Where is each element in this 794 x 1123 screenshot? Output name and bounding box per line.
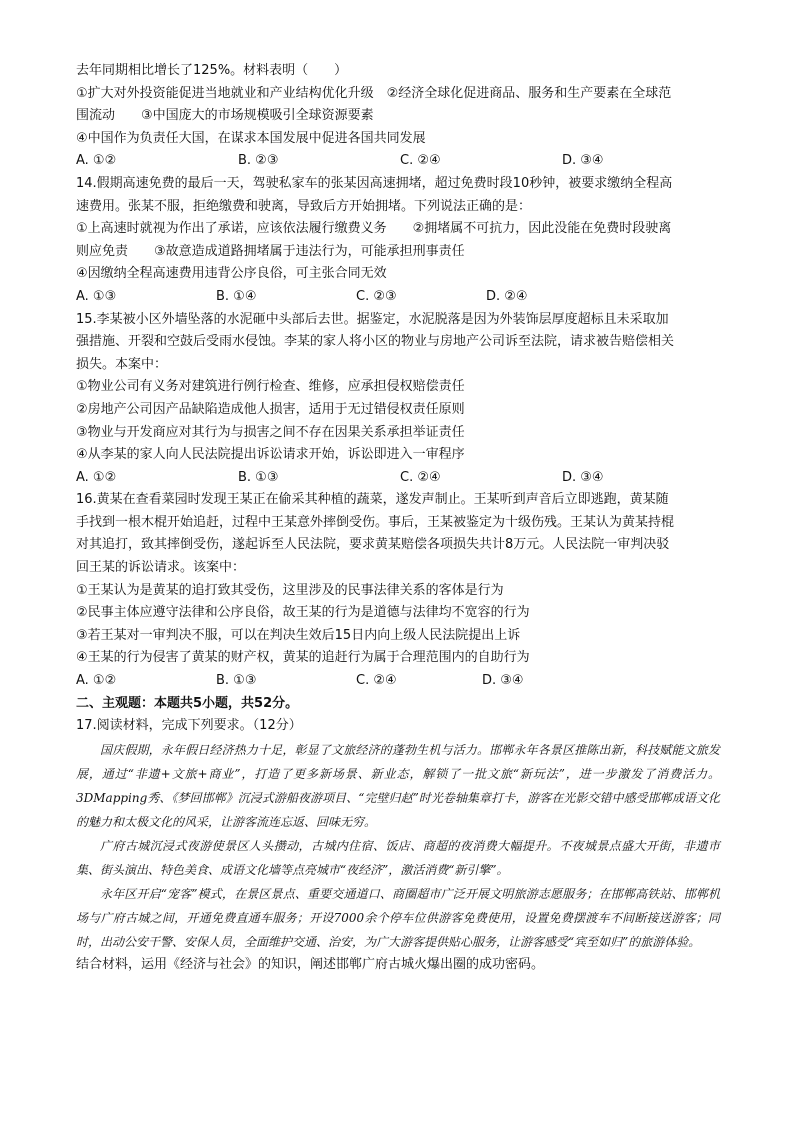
q14-options [76,286,720,309]
q16-statement-4: ④王某的行为侵害了黄某的财产权，黄某的追赶行为属于合理范围内的自助行为 [76,650,530,666]
q14-statement-2-3: 则应免责 ③故意造成道路拥堵属于违法行为，可能承担刑事责任 [76,243,465,259]
q16-stem-1: 16.黄某在查看菜园时发现王某正在偷采其种植的蔬菜，遂发声制止。王某听到声音后立即逃跑，黄某随 [76,492,669,508]
q16-option-d[interactable]: D. ③④ [482,673,524,689]
q14-stem-1: 14.假期高速免费的最后一天，驾驶私家车的张某因高速拥堵，超过免费时段10秒钟，被要求缴纳全程高 [76,175,673,191]
q15-options [76,467,720,490]
q15-statement-1: ①物业公司有义务对建筑进行例行检查、维修，应承担侵权赔偿责任 [76,379,465,395]
q16-statement-2: ②民事主体应遵守法律和公序良俗，故王某的行为是道德与法律均不宽容的行为 [76,605,530,621]
section-heading: 二、主观题：本题共5小题，共52分。 [76,695,299,711]
q14-option-b[interactable]: B. ①④ [216,288,257,304]
q16-option-b[interactable]: B. ①③ [216,673,257,689]
q14-option-a[interactable]: A. ①③ [76,288,117,304]
q13-option-d[interactable]: D. ③④ [562,153,604,169]
q13-tail: 去年同期相比增长了125%。材料表明（ ） [76,63,348,78]
q15-statement-4: ④从李某的家人向人民法院提出诉讼请求开始，诉讼即进入一审程序 [76,447,465,463]
q17-material-paragraph-2: 广府古城沉浸式夜游使景区人头攒动，古城内住宿、饭店、商超的夜消费大幅提升。不夜城景点盛大开街，非遗市集、街头演出、特色美食、成语文化墙等点亮城市“夜经济”，激活消费“新引擎”。 [76,838,720,877]
q16-statement-1: ①王某认为是黄某的追打致其受伤，这里涉及的民事法律关系的客体是行为 [76,582,504,598]
q17-material [76,738,720,954]
q13-options [76,150,720,173]
q16-options [76,670,720,693]
q17-material-paragraph-3: 永年区开启“宠客”模式，在景区景点、重要交通道口、商圈超市广泛开展文明旅游志愿服务；在邯郸高铁站、邯郸机场与广府古城之间，开通免费直通车服务；开设7000余个停车位供游客免费使用，设置免费摆渡车不间断接送游客；同时，出动公安干警、安保人员，全面维护交通、治安，为广大游客提供贴心服务，让游客感受“宾至如归”的旅游体验。 [76,886,720,949]
q15-stem-1: 15.李某被小区外墙坠落的水泥砸中头部后去世。据鉴定，水泥脱落是因为外装饰层厚度超标且未采取加 [76,311,669,327]
q13-option-b[interactable]: B. ②③ [238,153,279,169]
q14-statement-4: ④因缴纳全程高速费用违背公序良俗，可主张合同无效 [76,266,387,282]
q14-option-c[interactable]: C. ②③ [356,288,397,304]
q15-statement-2: ②房地产公司因产品缺陷造成他人损害，适用于无过错侵权责任原则 [76,401,465,417]
q13-option-c[interactable]: C. ②④ [400,153,441,169]
q13-statement-4: ④中国作为负责任大国，在谋求本国发展中促进各国共同发展 [76,130,426,146]
q16-statement-3: ③若王某对一审判决不服，可以在判决生效后15日内向上级人民法院提出上诉 [76,627,521,643]
q15-option-b[interactable]: B. ①③ [238,469,279,485]
q15-stem-2: 强措施、开裂和空鼓后受雨水侵蚀。李某的家人将小区的物业与房地产公司诉至法院，请求被告赔偿相关 [76,334,675,350]
q17-task: 结合材料，运用《经济与社会》的知识，阐述邯郸广府古城火爆出圈的成功密码。 [76,956,545,972]
q13-statement-2-3: 围流动 ③中国庞大的市场规模吸引全球资源要素 [76,108,374,124]
q15-statement-3: ③物业与开发商应对其行为与损害之间不存在因果关系承担举证责任 [76,424,465,440]
q17-prompt: 17.阅读材料，完成下列要求。（12分） [76,718,302,734]
q17-material-paragraph-1: 国庆假期，永年假日经济热力十足，彰显了文旅经济的蓬勃生机与活力。邯郸永年各景区推陈出新，科技赋能文旅发展，通过“非遗+文旅+商业”，打造了更多新场景、新业态，解锁了一批文旅“新玩法”，进一步激发了消费活力。3DMapping秀、《梦回邯郸》沉浸式游船夜游项目、“完壁归赵”时光卷轴集章打卡，游客在光影交错中感受邯郸成语文化的魅力和太极文化的风采，让游客流连忘返、回味无穷。 [76,742,720,829]
q15-stem-3: 损失。本案中： [76,356,168,372]
q16-option-c[interactable]: C. ②④ [356,673,397,689]
q14-statement-1-2: ①上高速时就视为作出了承诺，应该依法履行缴费义务 ②拥堵属不可抗力，因此没能在免费时段驶离 [76,221,672,237]
q15-option-c[interactable]: C. ②④ [400,469,441,485]
q14-option-d[interactable]: D. ②④ [486,288,528,304]
q16-stem-3: 对其追打，致其摔倒受伤，遂起诉至人民法院，要求黄某赔偿各项损失共计8万元。人民法院一审判决驳 [76,537,670,553]
q16-option-a[interactable]: A. ①② [76,673,117,689]
q14-stem-2: 速费用。张某不服，拒绝缴费和驶离，导致后方开始拥堵。下列说法正确的是： [76,198,532,214]
q15-option-d[interactable]: D. ③④ [562,469,604,485]
q13-option-a[interactable]: A. ①② [76,153,117,169]
q16-stem-2: 手找到一根木棍开始追赶，过程中王某意外摔倒受伤。事后，王某被鉴定为十级伤残。王某认为黄某持棍 [76,514,675,530]
q16-stem-4: 回王某的诉讼请求。该案中： [76,560,246,576]
q13-statement-1-2: ①扩大对外投资能促进当地就业和产业结构优化升级 ②经济全球化促进商品、服务和生产要素在全球范 [76,85,672,101]
q15-option-a[interactable]: A. ①② [76,469,117,485]
